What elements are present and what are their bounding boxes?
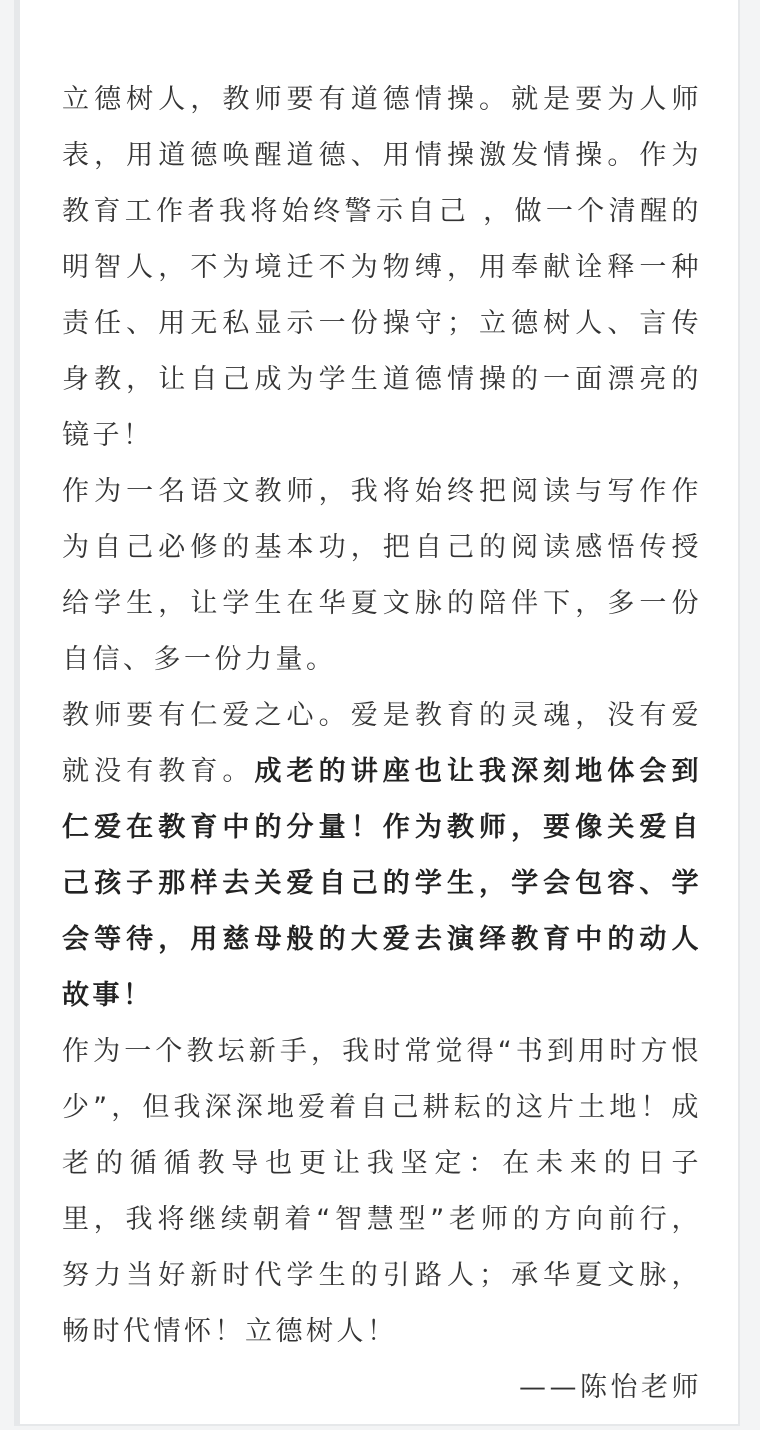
paragraph-3 [62, 688, 702, 1024]
paragraph-2 [62, 464, 702, 688]
paragraph-4-text: 作为一个教坛新手，我时常觉得“书到用时方恨少”，但我深深地爱着自己耕耘的这片土地！成老的循循教导也更让我坚定：在未来的日子里，我将继续朝着“智慧型”老师的方向前行，努力当好新时代学生的引路人；承华夏文脉，畅时代情怀！立德树人！ [62, 1036, 702, 1347]
paragraph-4 [62, 1024, 702, 1360]
author-signature: ——陈怡老师 [519, 1372, 702, 1403]
paragraph-1 [62, 72, 702, 464]
paragraph-3-text: 教师要有仁爱之心。爱是教育的灵魂，没有爱就没有教育。 [62, 700, 702, 787]
paragraph-2-text: 作为一名语文教师，我将始终把阅读与写作作为自己必修的基本功，把自己的阅读感悟传授给学生，让学生在华夏文脉的陪伴下，多一份自信、多一份力量。 [62, 476, 702, 675]
article-body [62, 72, 702, 1416]
paragraph-3-bold-text: 成老的讲座也让我深刻地体会到仁爱在教育中的分量！作为教师，要像关爱自己孩子那样去关爱自己的学生，学会包容、学会等待，用慈母般的大爱去演绎教育中的动人故事！ [62, 756, 703, 1011]
paragraph-1-text: 立德树人，教师要有道德情操。就是要为人师表，用道德唤醒道德、用情操激发情操。作为教育工作者我将始终警示自己 ，做一个清醒的明智人，不为境迁不为物缚，用奉献诠释一种责任、用无私显示一份操守；立德树人、言传身教，让自己成为学生道德情操的一面漂亮的镜子！ [62, 84, 702, 451]
